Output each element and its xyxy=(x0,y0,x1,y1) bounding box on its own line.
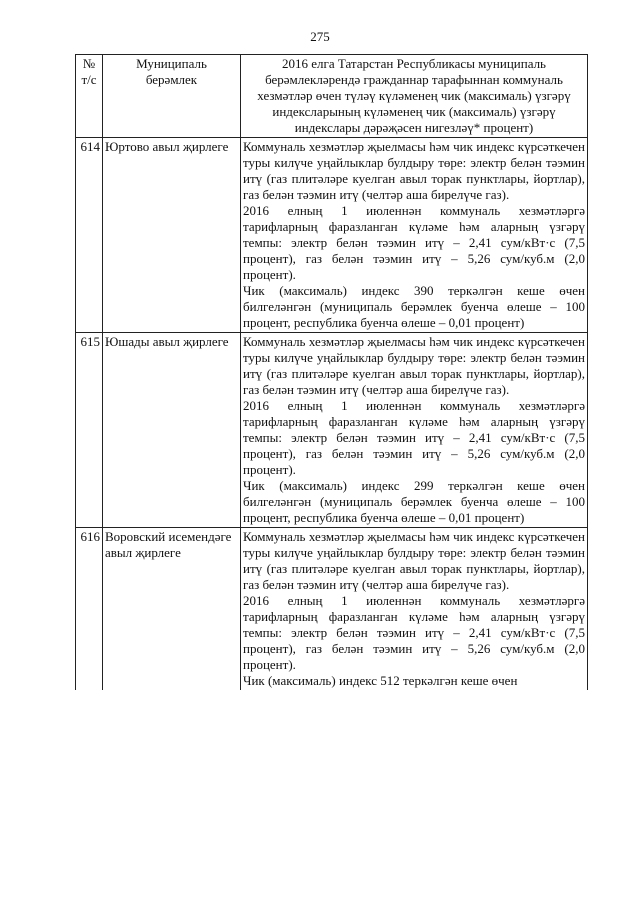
header-municipality-line-1: Муниципаль xyxy=(136,56,207,71)
row-description xyxy=(241,528,588,691)
index-table xyxy=(75,54,588,690)
row-number: 615 xyxy=(76,333,103,528)
header-number-line-2: т/с xyxy=(81,72,97,87)
description-paragraph: 2016 елның 1 июленнән коммуналь хезмәтләргә тарифларның фаразланган күләме һәм аларның үзгәрү темпы: электр белән тәэмин итү – 2,41 сум/кВт·с (7,5 процент), газ белән тәэмин итү – 5,26 сум/куб.м (2,0 процент). xyxy=(243,593,585,672)
row-municipality: Воровский исемендәге авыл җирлеге xyxy=(103,528,241,691)
description-paragraph: Чик (максималь) индекс 299 теркәлгән кеше өчен билгеләнгән (муниципаль берәмлек буенча өлеше – 100 процент, республика буенча өлеше – 0,01 процент) xyxy=(243,478,585,525)
description-paragraph: Чик (максималь) индекс 390 теркәлгән кеше өчен билгеләнгән (муниципаль берәмлек буенча өлеше – 100 процент, республика буенча өлеше – 0,01 процент) xyxy=(243,283,585,330)
header-number-line-1: № xyxy=(82,56,96,71)
table-body xyxy=(76,138,588,691)
page-number: 275 xyxy=(310,29,330,44)
description-paragraph: Коммуналь хезмәтләр җыелмасы һәм чик индекс күрсәткечен туры килүче уңайлыклар булдыру төре: электр белән тәэмин итү (газ плитәләре куелган авыл торак пунктлары, йортлар), газ белән тәэмин итү (челтәр аша бирелүче газ). xyxy=(243,334,585,397)
table-row xyxy=(76,138,588,333)
row-number: 616 xyxy=(76,528,103,691)
row-municipality: Юртово авыл җирлеге xyxy=(103,138,241,333)
row-number: 614 xyxy=(76,138,103,333)
table-row xyxy=(76,333,588,528)
header-municipality-line-2: берәмлек xyxy=(145,72,198,87)
description-paragraph: Чик (максималь) индекс 512 теркәлгән кеше өчен xyxy=(243,673,518,688)
header-number xyxy=(76,55,103,138)
description-paragraph: 2016 елның 1 июленнән коммуналь хезмәтләргә тарифларның фаразланган күләме һәм аларның үзгәрү темпы: электр белән тәэмин итү – 2,41 сум/кВт·с (7,5 процент), газ белән тәэмин итү – 5,26 сум/куб.м (2,0 процент). xyxy=(243,398,585,477)
row-municipality: Юшады авыл җирлеге xyxy=(103,333,241,528)
row-description xyxy=(241,333,588,528)
table-row xyxy=(76,528,588,691)
table-header-row xyxy=(76,55,588,138)
header-description: 2016 елга Татарстан Республикасы муниципаль берәмлекләрендә гражданнар тарафыннан коммуналь хезмәтләр өчен түләү күләменең чик (максималь) үзгәрү индексларының күләменең чик (максималь) үзгәрү индекслары дәрәҗәсен нигезләү* процент) xyxy=(241,55,588,138)
row-description xyxy=(241,138,588,333)
description-paragraph: Коммуналь хезмәтләр җыелмасы һәм чик индекс күрсәткечен туры килүче уңайлыклар булдыру төре: электр белән тәэмин итү (газ плитәләре куелган авыл торак пунктлары, йортлар), газ белән тәэмин итү (челтәр аша бирелүче газ). xyxy=(243,529,585,592)
description-paragraph: 2016 елның 1 июленнән коммуналь хезмәтләргә тарифларның фаразланган күләме һәм аларның үзгәрү темпы: электр белән тәэмин итү – 2,41 сум/кВт·с (7,5 процент), газ белән тәэмин итү – 5,26 сум/куб.м (2,0 процент). xyxy=(243,203,585,282)
description-paragraph: Коммуналь хезмәтләр җыелмасы һәм чик индекс күрсәткечен туры килүче уңайлыклар булдыру төре: электр белән тәэмин итү (газ плитәләре куелган авыл торак пунктлары, йортлар), газ белән тәэмин итү (челтәр аша бирелүче газ). xyxy=(243,139,585,202)
header-municipality xyxy=(103,55,241,138)
